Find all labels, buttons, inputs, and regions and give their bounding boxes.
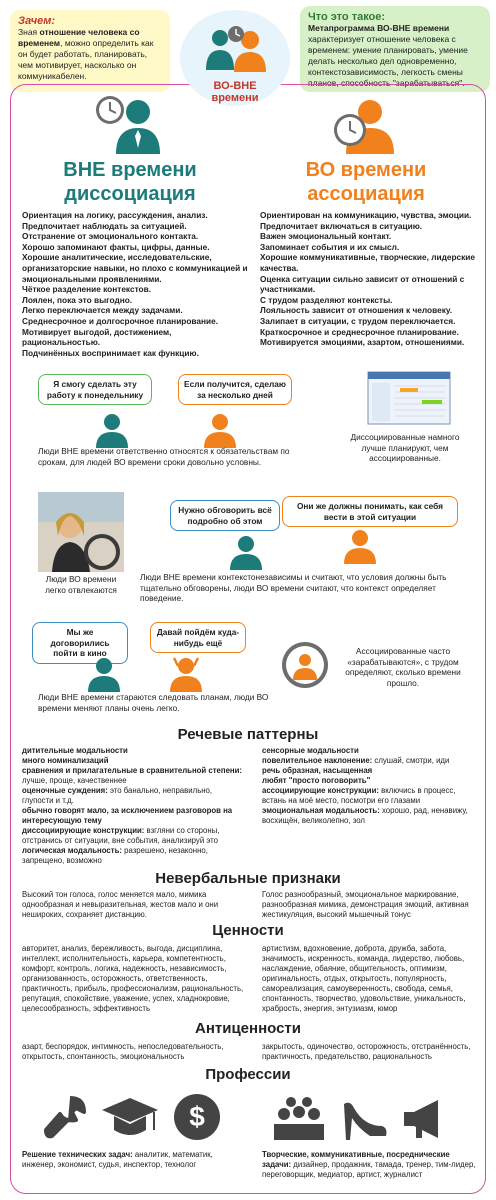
definition-note — [300, 6, 490, 92]
speech-pattern-item — [262, 756, 478, 766]
right-column-title — [266, 158, 466, 206]
antivalues-right-text: закрытость, одиночество, осторожность, отстранённость, практичность, предательство, рациональность — [262, 1042, 471, 1061]
trait-item: Краткосрочное и среднесрочное планирование. — [260, 326, 459, 337]
center-badge-label — [180, 80, 290, 104]
context-bubble-right: Они же должны понимать, как себя вести в этой ситуации — [282, 496, 458, 527]
speech-pattern-term: повелительное наклонение: — [262, 756, 373, 765]
excited-orange-person-icon — [166, 652, 206, 692]
trait-item: Лояльность зависит от отношения к человеку. — [260, 305, 453, 316]
person-clock-icon — [280, 640, 330, 690]
trait-item: Среднесрочное и долгосрочное планирование. — [22, 315, 219, 326]
purpose-note — [10, 10, 170, 92]
distraction-caption: Люди ВО времени легко отвлекаются — [45, 574, 117, 595]
speech-pattern-examples: взгляни со стороны, отстранись от ситуации, вне события, анализируй это — [22, 826, 220, 845]
speech-pattern-item — [262, 746, 478, 756]
purpose-text-bold: отношение человека со временем — [18, 27, 140, 48]
trait-item: Важен эмоциональный контакт. — [260, 231, 392, 242]
orange-person-icon — [200, 412, 240, 448]
deadline-bubble-left: Я смогу сделать эту работу к понедельнику — [38, 374, 152, 405]
speech-pattern-item — [262, 786, 478, 806]
purpose-title: Зачем: — [18, 15, 56, 27]
speech-left-list — [22, 746, 244, 866]
teal-person-icon — [92, 412, 132, 448]
definition-bold: Метапрограмма ВО-ВНЕ времени — [308, 23, 450, 33]
associated-person-icon — [324, 92, 404, 154]
two-people-clock-icon — [200, 24, 272, 78]
professions-left-text — [22, 1150, 244, 1170]
planner-screenshot-image — [366, 370, 452, 426]
trait-item: Предпочитает наблюдать за ситуацией. — [22, 220, 187, 231]
values-left-text: авторитет, анализ, бережливость, выгода, дисциплина, интеллект, исполнительность, карьера, компетентность, комфорт, контроль, логика, надежность, независимость, организованность, осторожность, ответственность, практичность, прибыль, профессионализм, рациональность, репутация, спокойствие, уважение, успех, хладнокровие, целесообразность, эффективность — [22, 944, 244, 1013]
speech-pattern-item — [22, 786, 244, 806]
definition-title: Что это такое: — [308, 11, 386, 23]
plans-bubble-left: Мы же договорились пойти в кино — [32, 622, 128, 664]
speech-pattern-examples: хорошо, рад, ненавижу, восхищён, великолепно, зол — [262, 806, 468, 825]
trait-item: С трудом разделяют контексты. — [260, 294, 393, 305]
right-traits-list — [260, 210, 486, 348]
badge-line-2: времени — [211, 92, 259, 104]
trait-item: Залипает в ситуации, с трудом переключается. — [260, 315, 456, 326]
megaphone-icon — [400, 1094, 448, 1142]
nonverbal-left-text: Высокий тон голоса, голос меняется мало, мимика однообразная и невыразительная, жестов мало и они нешироких, сохраняет дистанцию. — [22, 890, 219, 919]
trait-item: Хорошие коммуникативные, творческие, лидерские качества. — [260, 252, 476, 273]
speech-pattern-examples: слушай, смотри, иди — [372, 756, 450, 765]
left-title-1: ВНЕ времени — [63, 159, 197, 181]
professions-left-bold: Решение технических задач: — [22, 1150, 133, 1159]
trait-item: Хорошо запоминают факты, цифры, данные. — [22, 241, 210, 252]
trait-item: Предпочитает включаться в ситуацию. — [260, 220, 423, 231]
speech-pattern-item — [22, 806, 244, 826]
trait-item: Запоминает события и их смысл. — [260, 241, 400, 252]
trait-item: Мотивируется эмоциями, азартом, отношениями. — [260, 337, 465, 348]
speech-pattern-examples: включись в процесс, встань на моё место, посмотри его глазами — [262, 786, 456, 805]
speech-right-list — [262, 746, 478, 826]
professions-left-list: аналитик, математик, инженер, экономист, судья, инспектор, технолог — [22, 1150, 213, 1169]
trait-item: Лоялен, пока это выгодно. — [22, 294, 133, 305]
speech-pattern-term: речь образная, насыщенная — [262, 766, 373, 775]
badge-line-1: ВО-ВНЕ — [213, 80, 257, 92]
antivalues-heading: Антиценности — [194, 1020, 302, 1037]
speech-pattern-item — [262, 766, 478, 776]
left-column-title — [30, 158, 230, 206]
context-bubble-left: Нужно обговорить всё подробно об этом — [170, 500, 280, 531]
speech-pattern-term: ассоциирующие конструкции: — [262, 786, 379, 795]
trait-item: Оценка ситуации сильно зависит от отношений с участниками. — [260, 273, 465, 295]
trait-item: Ориентирован на коммуникацию, чувства, эмоции. — [260, 210, 472, 220]
teal-person-icon — [226, 534, 266, 570]
speech-pattern-term: много номинализаций — [22, 756, 109, 765]
speech-pattern-examples: лучше, проще, качественнее — [22, 776, 127, 785]
speech-pattern-examples: разрешено, незаконно, запрещено, возможно — [22, 846, 208, 865]
trait-item: Подчинённых воспринимает как функцию. — [22, 347, 199, 358]
purpose-text-1: Зная — [18, 27, 40, 37]
speech-pattern-term: эмоциональная модальность: — [262, 806, 380, 815]
speech-pattern-item — [22, 846, 244, 866]
planning-caption: Диссоциированные намного лучше планируют, чем ассоциированные. — [350, 432, 460, 463]
orange-person-icon — [340, 528, 380, 564]
right-title-2: ассоциация — [307, 183, 425, 205]
speech-pattern-examples: это банально, неправильно, глупости и т.д. — [22, 786, 213, 805]
plans-caption: Люди ВНЕ времени стараются следовать планам, люди ВО времени меняют планы очень легко. — [38, 692, 269, 713]
context-caption: Люди ВНЕ времени контекстонезависимы и считают, что условия должны быть тщательно обговорены, люди ВО времени считают, что контекст определяет поведение. — [140, 572, 447, 603]
woman-driving-photo — [38, 492, 124, 572]
high-heel-icon — [340, 1096, 390, 1142]
speech-pattern-term: обычно говорят мало, за исключением разговоров на интересующую тему — [22, 806, 233, 825]
speech-pattern-term: дитительные модальности — [22, 746, 128, 755]
trait-item: Отстранение от эмоционального контакта. — [22, 231, 199, 242]
speech-pattern-term: любят "просто поговорить" — [262, 776, 371, 785]
nonverbal-heading: Невербальные признаки — [155, 870, 341, 887]
trait-item: Ориентация на логику, рассуждения, анализ. — [22, 210, 208, 220]
purpose-text-2: , можно определить как он будет работать, планировать, чем мотивирует, насколько он коммуникабелен. — [18, 38, 154, 81]
svg-text:$: $ — [189, 1101, 205, 1132]
antivalues-left-text: азарт, беспорядок, интимность, непоследовательность, открытость, спонтанность, эмоциональность — [22, 1042, 224, 1061]
speech-pattern-item — [262, 806, 478, 826]
left-title-2: диссоциация — [64, 183, 196, 205]
graduation-cap-icon — [100, 1096, 160, 1140]
definition-text: характеризует отношение человека с временем: умение планировать, умение делать несколько дел одновременно, контекстозависимость, легкость смены планов, способность "зарабатываться". — [308, 34, 468, 88]
plans-bubble-right: Давай пойдём куда-нибудь ещё — [150, 622, 246, 653]
deadline-caption: Люди ВНЕ времени ответственно относятся к обязательствам по срокам, для людей ВО времени сроки довольно условны. — [38, 446, 290, 467]
teal-person-icon — [84, 656, 124, 692]
speech-pattern-term: логическая модальность: — [22, 846, 122, 855]
trait-item: Хорошие аналитические, исследовательские, организаторские навыки, но плохо с коммуникацией и эмоциональными проявлениями. — [22, 252, 248, 284]
nonverbal-right-text: Голос разнообразный, эмоциональное маркирование, разнообразная мимика, демонстрация эмоций, активная жестикуляция, высокий мышечный тонус — [262, 890, 469, 919]
speech-pattern-term: сенсорные модальности — [262, 746, 359, 755]
trait-item: Легко переключается между задачами. — [22, 305, 183, 316]
trait-item: Чёткое разделение контекстов. — [22, 284, 152, 295]
left-traits-list — [22, 210, 248, 358]
dollar-icon — [172, 1092, 222, 1142]
values-heading: Ценности — [212, 922, 284, 939]
center-badge — [180, 10, 290, 106]
trait-item: Мотивирует выгодой, достижением, рациональностью. — [22, 326, 172, 348]
right-title-1: ВО времени — [305, 159, 427, 181]
professions-right-bold: Творческие, коммуникативные, посреднические задачи: — [262, 1150, 450, 1169]
speech-patterns-heading: Речевые паттерны — [177, 726, 319, 743]
deadline-bubble-right: Если получится, сделаю за несколько дней — [178, 374, 292, 405]
speech-pattern-item — [22, 826, 244, 846]
speech-pattern-item — [22, 746, 244, 756]
professions-right-list: дизайнер, продажник, тамада, тренер, тим-лидер, переговорщик, медиатор, артист, журналист — [262, 1160, 476, 1179]
professions-right-text — [262, 1150, 478, 1180]
values-right-text: артистизм, вдохновение, доброта, дружба, забота, значимость, искренность, команда, лидерство, любовь, наслаждение, обаяние, общительность, оптимизм, оригинальность, отдых, открытость, популярность, самореализация, самоуверенность, свобода, семья, спонтанность, творчество, удовольствие, уникальность, храбрость, энергия, энтузиазм, юмор — [262, 944, 466, 1013]
audience-icon — [272, 1094, 326, 1142]
speech-pattern-term: диссоциирующие конструкции: — [22, 826, 145, 835]
speech-pattern-term: сравнения и прилагательные в сравнительной степени: — [22, 766, 243, 775]
time-caption: Ассоциированные часто «зарабатываются», с трудом определяют, сколько времени прошло. — [345, 646, 461, 688]
speech-pattern-item — [22, 756, 244, 766]
speech-pattern-item — [22, 766, 244, 786]
wrench-icon — [40, 1094, 88, 1142]
dissociated-person-icon — [88, 92, 168, 154]
professions-heading: Профессии — [205, 1066, 291, 1083]
speech-pattern-item — [262, 776, 478, 786]
speech-pattern-term: оценочные суждения: — [22, 786, 108, 795]
